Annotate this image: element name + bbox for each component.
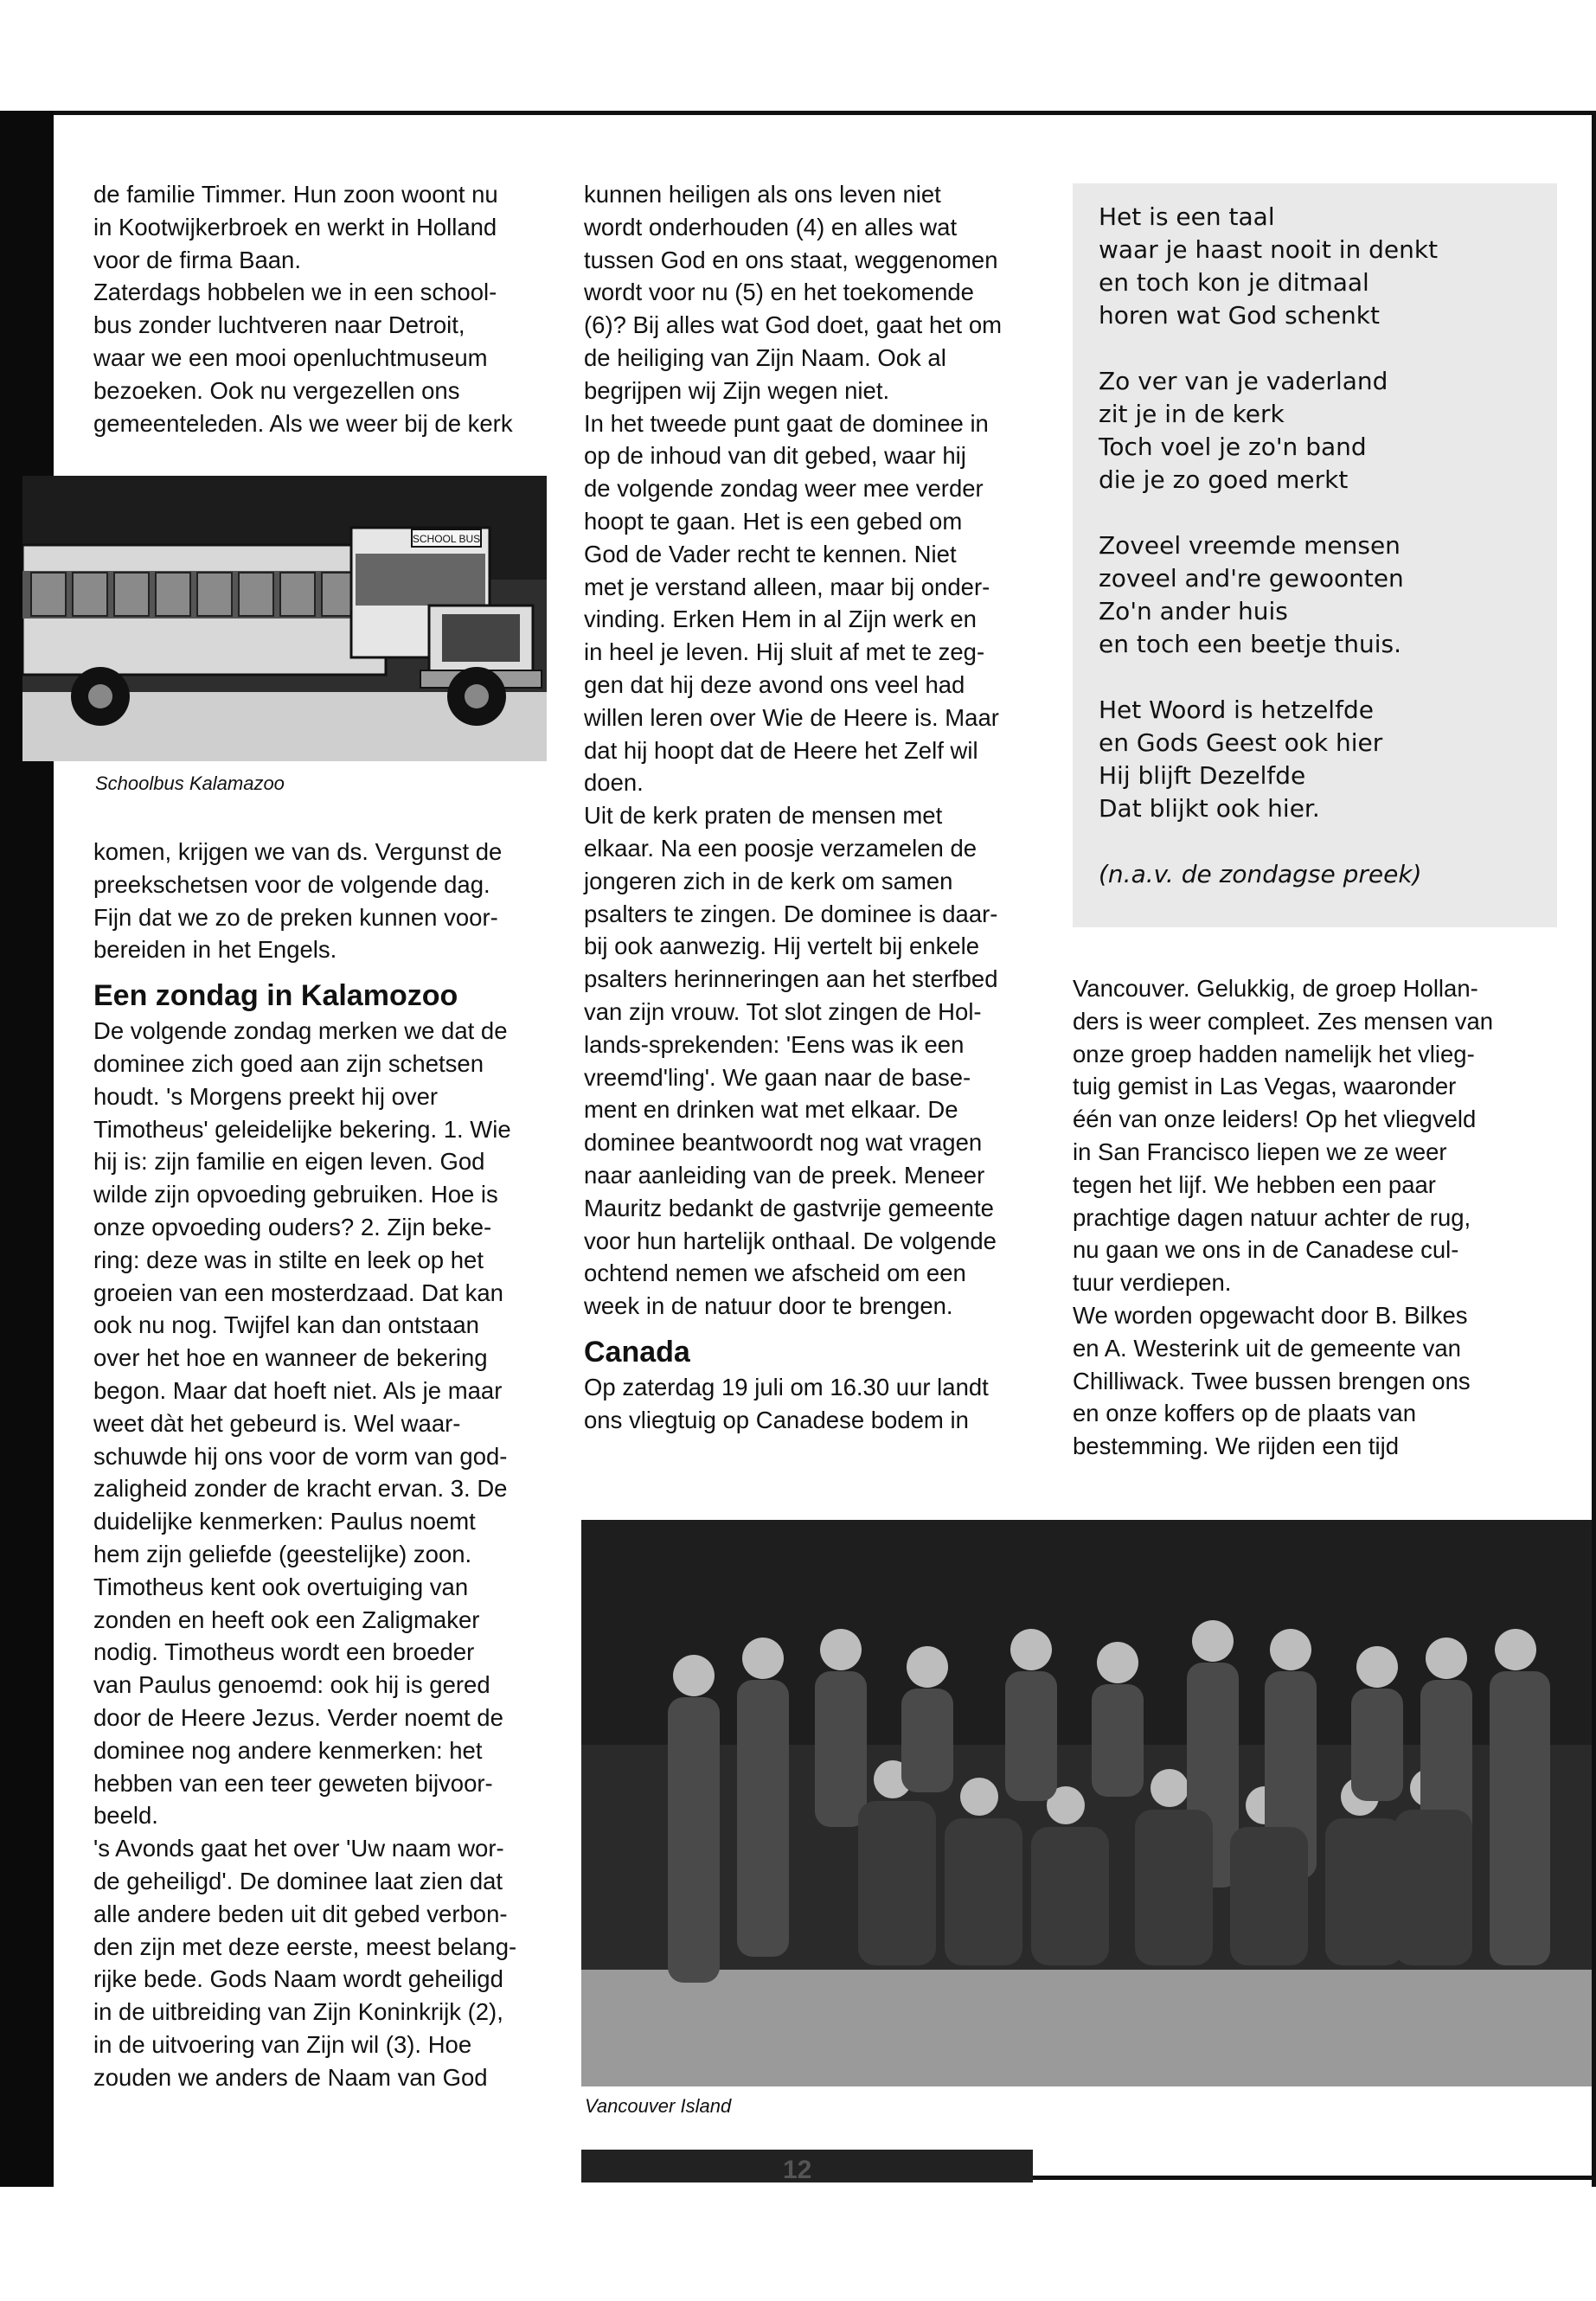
text-line: Timotheus kent ook overtuiging van bbox=[93, 1573, 469, 1600]
poem-stanza bbox=[1099, 201, 1438, 332]
text-line: bereiden in het Engels. bbox=[93, 936, 337, 964]
text-line: rijke bede. Gods Naam wordt geheiligd bbox=[93, 1965, 503, 1993]
poem-line: en toch een beetje thuis. bbox=[1099, 630, 1401, 658]
text-line: Uit de kerk praten de mensen met bbox=[584, 802, 943, 830]
column-3 bbox=[1073, 972, 1522, 1463]
poem-line: die je zo goed merkt bbox=[1099, 465, 1349, 494]
text-line: komen, krijgen we van ds. Vergunst de bbox=[93, 838, 503, 865]
right-border bbox=[1592, 111, 1596, 2187]
text-line: de volgende zondag weer mee verder bbox=[584, 475, 984, 503]
text-line: van Paulus genoemd: ook hij is gered bbox=[93, 1671, 490, 1699]
text-line: nodig. Timotheus wordt een broeder bbox=[93, 1638, 475, 1666]
text-line: met je verstand alleen, maar bij onder- bbox=[584, 573, 990, 600]
poem-line: Toch voel je zo'n band bbox=[1099, 433, 1367, 461]
text-line: 's Avonds gaat het over 'Uw naam wor- bbox=[93, 1835, 504, 1862]
text-line: hoopt te gaan. Het is een gebed om bbox=[584, 507, 963, 535]
text-line: en onze koffers op de plaats van bbox=[1073, 1400, 1416, 1427]
text-line: één van onze leiders! Op het vliegveld bbox=[1073, 1106, 1477, 1133]
text-line: zouden we anders de Naam van God bbox=[93, 2063, 488, 2091]
text-line: Mauritz bedankt de gastvrije gemeente bbox=[584, 1194, 994, 1221]
text-line: in heel je leven. Hij sluit af met te zeg- bbox=[584, 638, 985, 666]
text-line: groeien van een mosterdzaad. Dat kan bbox=[93, 1279, 503, 1306]
text-line: waar we een mooi openluchtmuseum bbox=[93, 343, 488, 371]
text-line: We worden opgewacht door B. Bilkes bbox=[1073, 1301, 1468, 1329]
poem-line: Dat blijkt ook hier. bbox=[1099, 794, 1320, 823]
schoolbus-photo bbox=[22, 476, 547, 761]
text-line: gen dat hij deze avond ons veel had bbox=[584, 670, 965, 698]
text-line: hebben van een teer geweten bijvoor- bbox=[93, 1769, 493, 1797]
text-line: in de uitvoering van Zijn wil (3). Hoe bbox=[93, 2030, 472, 2058]
text-line: door de Heere Jezus. Verder noemt de bbox=[93, 1703, 503, 1731]
text-line: tussen God en ons staat, weggenomen bbox=[584, 246, 998, 273]
text-line: tegen het lijf. We hebben een paar bbox=[1073, 1170, 1436, 1198]
text-line: van zijn vrouw. Tot slot zingen de Hol- bbox=[584, 997, 982, 1025]
text-line: voor hun hartelijk onthaal. De volgende bbox=[584, 1227, 997, 1254]
text-line: tuur verdiepen. bbox=[1073, 1269, 1232, 1297]
text-line: onze groep hadden namelijk het vlieg- bbox=[1073, 1040, 1475, 1067]
text-line: hem zijn geliefde (geestelijke) zoon. bbox=[93, 1540, 472, 1567]
text-line: vreemd'ling'. We gaan naar de base- bbox=[584, 1063, 971, 1091]
poem-line: zit je in de kerk bbox=[1099, 400, 1285, 428]
text-line: op de inhoud van dit gebed, waar hij bbox=[584, 442, 966, 470]
poem-line: Zoveel vreemde mensen bbox=[1099, 531, 1401, 560]
poem-line: en toch kon je ditmaal bbox=[1099, 268, 1369, 297]
text-line: lands-sprekenden: 'Eens was ik een bbox=[584, 1030, 965, 1058]
text-line: Fijn dat we zo de preken kunnen voor- bbox=[93, 903, 498, 931]
text-line: en A. Westerink uit de gemeente van bbox=[1073, 1334, 1461, 1362]
text-line: wilde zijn opvoeding gebruiken. Hoe is bbox=[93, 1181, 498, 1208]
text-line: In het tweede punt gaat de dominee in bbox=[584, 409, 989, 437]
text-line: willen leren over Wie de Heere is. Maar bbox=[584, 703, 999, 731]
text-line: prachtige dagen natuur achter de rug, bbox=[1073, 1203, 1471, 1231]
text-line: psalters herinneringen aan het sterfbed bbox=[584, 965, 998, 993]
group-illustration bbox=[581, 1520, 1592, 2086]
group-photo bbox=[581, 1520, 1592, 2086]
text-line: vinding. Erken Hem in al Zijn werk en bbox=[584, 606, 977, 633]
text-line: ook nu nog. Twijfel kan dan ontstaan bbox=[93, 1311, 479, 1339]
schoolbus-illustration bbox=[22, 476, 547, 761]
text-line: dominee nog andere kenmerken: het bbox=[93, 1736, 483, 1764]
text-line: de geheiligd'. De dominee laat zien dat bbox=[93, 1867, 503, 1894]
text-line: Timotheus' geleidelijke bekering. 1. Wie bbox=[93, 1115, 511, 1143]
poem-line: Zo ver van je vaderland bbox=[1099, 367, 1388, 395]
text-line: ring: deze was in stilte en leek op het bbox=[93, 1246, 484, 1273]
bus-caption: Schoolbus Kalamazoo bbox=[95, 772, 285, 794]
text-line: (6)? Bij alles wat God doet, gaat het om bbox=[584, 311, 1003, 339]
text-line: zaligheid zonder de kracht ervan. 3. De bbox=[93, 1475, 508, 1503]
poem-stanza bbox=[1099, 365, 1438, 497]
poem-line: Zo'n ander huis bbox=[1099, 597, 1288, 625]
poem-reference: (n.a.v. de zondagse preek) bbox=[1099, 860, 1422, 888]
poem-line: Het is een taal bbox=[1099, 202, 1275, 231]
text-line: bezoeken. Ook nu vergezellen ons bbox=[93, 376, 460, 404]
bus-sign: SCHOOL BUS bbox=[412, 533, 481, 545]
text-line: schuwde hij ons voor de vorm van god- bbox=[93, 1442, 508, 1470]
text-line: doen. bbox=[584, 769, 644, 797]
heading-canada: Canada bbox=[584, 1335, 690, 1368]
text-line: in Kootwijkerbroek en werkt in Holland bbox=[93, 213, 497, 240]
text-line: begrijpen wij Zijn wegen niet. bbox=[584, 376, 890, 404]
text-line: weet dàt het gebeurd is. Wel waar- bbox=[93, 1409, 461, 1437]
text-line: de heiliging van Zijn Naam. Ook al bbox=[584, 343, 946, 371]
text-line: duidelijke kenmerken: Paulus noemt bbox=[93, 1508, 476, 1535]
text-line: houdt. 's Morgens preekt hij over bbox=[93, 1082, 439, 1110]
heading-kalamazoo: Een zondag in Kalamozoo bbox=[93, 979, 458, 1013]
text-line: tuig gemist in Las Vegas, waaronder bbox=[1073, 1073, 1457, 1100]
text-line: nu gaan we ons in de Canadese cul- bbox=[1073, 1236, 1459, 1264]
poem-stanza bbox=[1099, 529, 1438, 661]
top-border bbox=[0, 111, 1596, 115]
text-line: Zaterdags hobbelen we in een school- bbox=[93, 279, 497, 306]
text-line: zonden en heeft ook een Zaligmaker bbox=[93, 1606, 480, 1633]
text-line: ders is weer compleet. Zes mensen van bbox=[1073, 1007, 1494, 1035]
poem-line: Het Woord is hetzelfde bbox=[1099, 695, 1374, 724]
text-line: ment en drinken wat met elkaar. De bbox=[584, 1096, 958, 1124]
text-line: in San Francisco liepen we ze weer bbox=[1073, 1138, 1447, 1165]
poem-line: zoveel and're gewoonten bbox=[1099, 564, 1404, 593]
poem bbox=[1099, 201, 1438, 891]
text-line: begon. Maar dat hoeft niet. Als je maar bbox=[93, 1376, 503, 1404]
text-line: dat hij hoopt dat de Heere het Zelf wil bbox=[584, 736, 978, 764]
text-line: wordt voor nu (5) en het toekomende bbox=[584, 279, 974, 306]
text-line: in de uitbreiding van Zijn Koninkrijk (2), bbox=[93, 1998, 503, 2026]
text-line: de familie Timmer. Hun zoon woont nu bbox=[93, 181, 498, 208]
poem-line: waar je haast nooit in denkt bbox=[1099, 235, 1439, 264]
text-line: Op zaterdag 19 juli om 16.30 uur landt bbox=[584, 1373, 989, 1400]
column-1-middle bbox=[93, 836, 552, 2093]
text-line: den zijn met deze eerste, meest belang- bbox=[93, 1932, 517, 1960]
column-1-top bbox=[93, 178, 552, 439]
text-line: De volgende zondag merken we dat de bbox=[93, 1017, 508, 1045]
text-line: bestemming. We rijden een tijd bbox=[1073, 1433, 1400, 1460]
text-line: kunnen heiligen als ons leven niet bbox=[584, 181, 941, 208]
text-line: psalters te zingen. De dominee is daar- bbox=[584, 900, 998, 927]
text-line: bij ook aanwezig. Hij vertelt bij enkele bbox=[584, 933, 980, 960]
text-line: dominee zich goed aan zijn schetsen bbox=[93, 1049, 484, 1077]
group-caption: Vancouver Island bbox=[585, 2095, 732, 2117]
text-line: hij is: zijn familie en eigen leven. God bbox=[93, 1148, 485, 1176]
text-line: bus zonder luchtveren naar Detroit, bbox=[93, 311, 465, 339]
poem-line: horen wat God schenkt bbox=[1099, 301, 1380, 330]
poem-line: Hij blijft Dezelfde bbox=[1099, 761, 1306, 790]
text-line: onze opvoeding ouders? 2. Zijn beke- bbox=[93, 1213, 492, 1240]
column-2 bbox=[584, 178, 1042, 1436]
text-line: over het hoe en wanneer de bekering bbox=[93, 1344, 488, 1372]
text-line: ochtend nemen we afscheid om een bbox=[584, 1259, 966, 1287]
text-line: beeld. bbox=[93, 1802, 158, 1830]
text-line: naar aanleiding van de preek. Meneer bbox=[584, 1161, 985, 1189]
text-line: week in de natuur door te brengen. bbox=[584, 1292, 953, 1320]
poem-line: en Gods Geest ook hier bbox=[1099, 728, 1383, 757]
text-line: voor de firma Baan. bbox=[93, 246, 301, 273]
text-line: preekschetsen voor de volgende dag. bbox=[93, 870, 490, 898]
text-line: Vancouver. Gelukkig, de groep Hollan- bbox=[1073, 975, 1478, 1002]
text-line: God de Vader recht te kennen. Niet bbox=[584, 540, 957, 567]
text-line: Chilliwack. Twee bussen brengen ons bbox=[1073, 1367, 1471, 1394]
poem-stanza bbox=[1099, 694, 1438, 825]
text-line: ons vliegtuig op Canadese bodem in bbox=[584, 1406, 969, 1433]
left-border bbox=[0, 111, 54, 2187]
text-line: dominee beantwoordt nog wat vragen bbox=[584, 1129, 983, 1157]
page-number: 12 bbox=[783, 2156, 812, 2184]
footer-line bbox=[1033, 2176, 1592, 2180]
text-line: jongeren zich in de kerk om samen bbox=[584, 867, 953, 894]
text-line: alle andere beden uit dit gebed verbon- bbox=[93, 1900, 508, 1927]
text-line: elkaar. Na een poosje verzamelen de bbox=[584, 834, 977, 862]
text-line: gemeenteleden. Als we weer bij de kerk bbox=[93, 409, 513, 437]
text-line: wordt onderhouden (4) en alles wat bbox=[584, 213, 958, 240]
